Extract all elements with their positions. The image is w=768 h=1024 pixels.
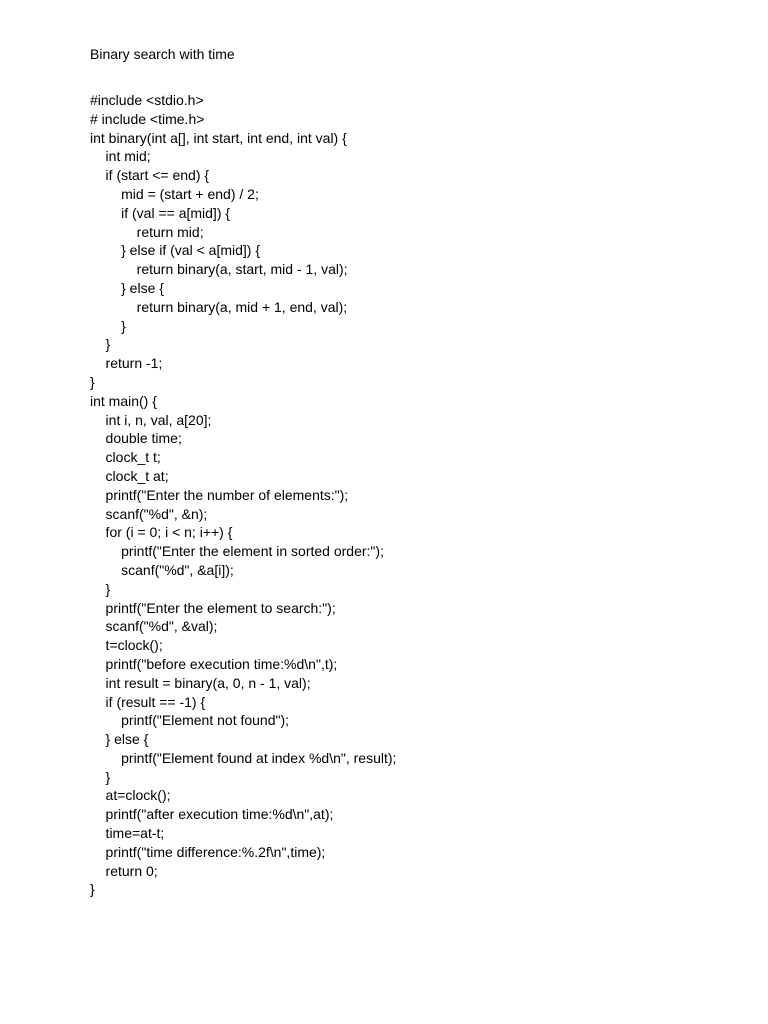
code-line: return -1;: [90, 355, 163, 372]
code-line: int binary(int a[], int start, int end, int val) {: [90, 129, 347, 146]
code-line: } else {: [90, 731, 149, 748]
code-line: }: [90, 580, 111, 597]
code-block: [90, 91, 750, 899]
code-line: time=at-t;: [90, 825, 165, 842]
code-line: printf("Enter the element to search:");: [90, 599, 336, 616]
code-line: at=clock();: [90, 787, 171, 804]
code-line: }: [90, 881, 95, 898]
code-line: scanf("%d", &val);: [90, 618, 218, 635]
code-line: }: [90, 373, 95, 390]
code-line: return binary(a, mid + 1, end, val);: [90, 298, 348, 315]
code-line: int i, n, val, a[20];: [90, 411, 212, 428]
document-title: Binary search with time: [90, 46, 235, 62]
code-line: clock_t t;: [90, 449, 161, 466]
code-line: t=clock();: [90, 637, 163, 654]
code-line: return binary(a, start, mid - 1, val);: [90, 261, 348, 278]
code-line: if (val == a[mid]) {: [90, 204, 231, 221]
code-line: printf("after execution time:%d\n",at);: [90, 806, 334, 823]
code-line: #include <stdio.h>: [90, 92, 204, 108]
code-line: int result = binary(a, 0, n - 1, val);: [90, 674, 311, 691]
code-line: return 0;: [90, 862, 158, 879]
code-line: }: [90, 317, 126, 334]
code-line: scanf("%d", &n);: [90, 505, 208, 522]
code-line: return mid;: [90, 223, 204, 240]
code-line: printf("Enter the number of elements:");: [90, 486, 349, 503]
code-line: }: [90, 768, 111, 785]
code-line: printf("Element found at index %d\n", result);: [90, 749, 397, 766]
code-line: } else {: [90, 279, 164, 296]
code-line: for (i = 0; i < n; i++) {: [90, 524, 233, 541]
code-line: clock_t at;: [90, 467, 169, 484]
code-line: scanf("%d", &a[i]);: [90, 561, 234, 578]
code-line: int mid;: [90, 148, 151, 165]
code-line: printf("time difference:%.2f\n",time);: [90, 843, 326, 860]
code-line: double time;: [90, 430, 182, 447]
code-line: printf("Element not found");: [90, 712, 290, 729]
code-line: # include <time.h>: [90, 110, 205, 127]
code-line: printf("before execution time:%d\n",t);: [90, 655, 338, 672]
code-line: } else if (val < a[mid]) {: [90, 242, 261, 259]
code-line: printf("Enter the element in sorted order:");: [90, 543, 384, 560]
code-line: if (start <= end) {: [90, 167, 210, 184]
code-line: int main() {: [90, 392, 157, 409]
code-line: }: [90, 336, 111, 353]
code-line: mid = (start + end) / 2;: [90, 185, 259, 202]
code-line: if (result == -1) {: [90, 693, 206, 710]
